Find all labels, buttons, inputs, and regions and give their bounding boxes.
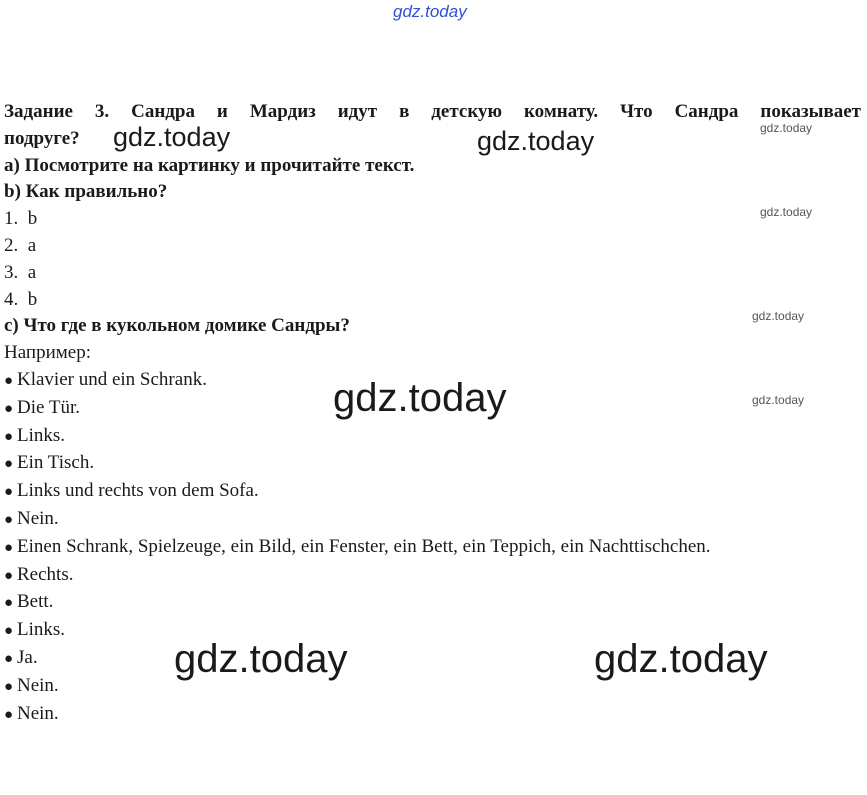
bullet-icon: ● [4,595,14,612]
list-item: ● Rechts. [4,562,861,590]
watermark: gdz.today [333,376,507,420]
list-item: ● Nein. [4,673,861,701]
part-b-heading: b) Как правильно? [4,181,168,203]
task-title-line1: Задание 3. Сандра и Мардиз идут в детскую комнату. Что Сандра показывает [4,101,861,122]
site-link[interactable]: gdz.today [393,2,467,21]
bullet-icon: ● [4,623,14,640]
bullet-icon: ● [4,428,14,445]
example-label: Например: [4,342,91,364]
list-item: ● Klavier und ein Schrank. [4,367,861,395]
task-title-line2: подруге? [4,127,80,149]
bullet-icon: ● [4,678,14,695]
answers-b-list [4,206,861,313]
bullet-icon: ● [4,706,14,723]
watermark: gdz.today [760,205,813,219]
list-item: ● Bett. [4,589,861,617]
watermark: gdz.today [760,121,813,135]
bullet-icon: ● [4,567,14,584]
bullet-icon: ● [4,372,14,389]
watermark: gdz.today [174,637,348,681]
watermark: gdz.today [477,126,595,156]
watermark: gdz.today [113,122,231,152]
list-item: ● Links. [4,423,861,451]
list-item: ● Einen Schrank, Spielzeuge, ein Bild, ein Fenster, ein Bett, ein Teppich, ein Nachttischchen. [4,534,861,562]
list-item: ● Nein. [4,506,861,534]
watermark: gdz.today [752,309,805,323]
bullet-icon: ● [4,484,14,501]
list-item: ● Links. [4,617,861,645]
bullet-icon: ● [4,456,14,473]
bullet-icon: ● [4,511,14,528]
list-item: ● Nein. [4,701,861,729]
list-item: 4. b [4,288,38,310]
bullet-icon: ● [4,400,14,417]
list-item: 2. a [4,234,37,256]
part-a-heading: a) Посмотрите на картинку и прочитайте текст. [4,154,415,176]
watermark: gdz.today [594,637,768,681]
part-c-heading: c) Что где в кукольном домике Сандры? [4,315,350,337]
list-item: ● Links und rechts von dem Sofa. [4,478,861,506]
list-item: 3. a [4,261,37,283]
bullet-icon: ● [4,539,14,556]
bullet-icon: ● [4,650,14,667]
task-document [4,99,861,728]
list-item: ● Die Tür. [4,395,861,423]
watermark: gdz.today [752,393,805,407]
list-item: 1. b [4,208,38,230]
bullet-list [4,367,861,728]
list-item: ● Ein Tisch. [4,450,861,478]
list-item: ● Ja. [4,645,861,673]
